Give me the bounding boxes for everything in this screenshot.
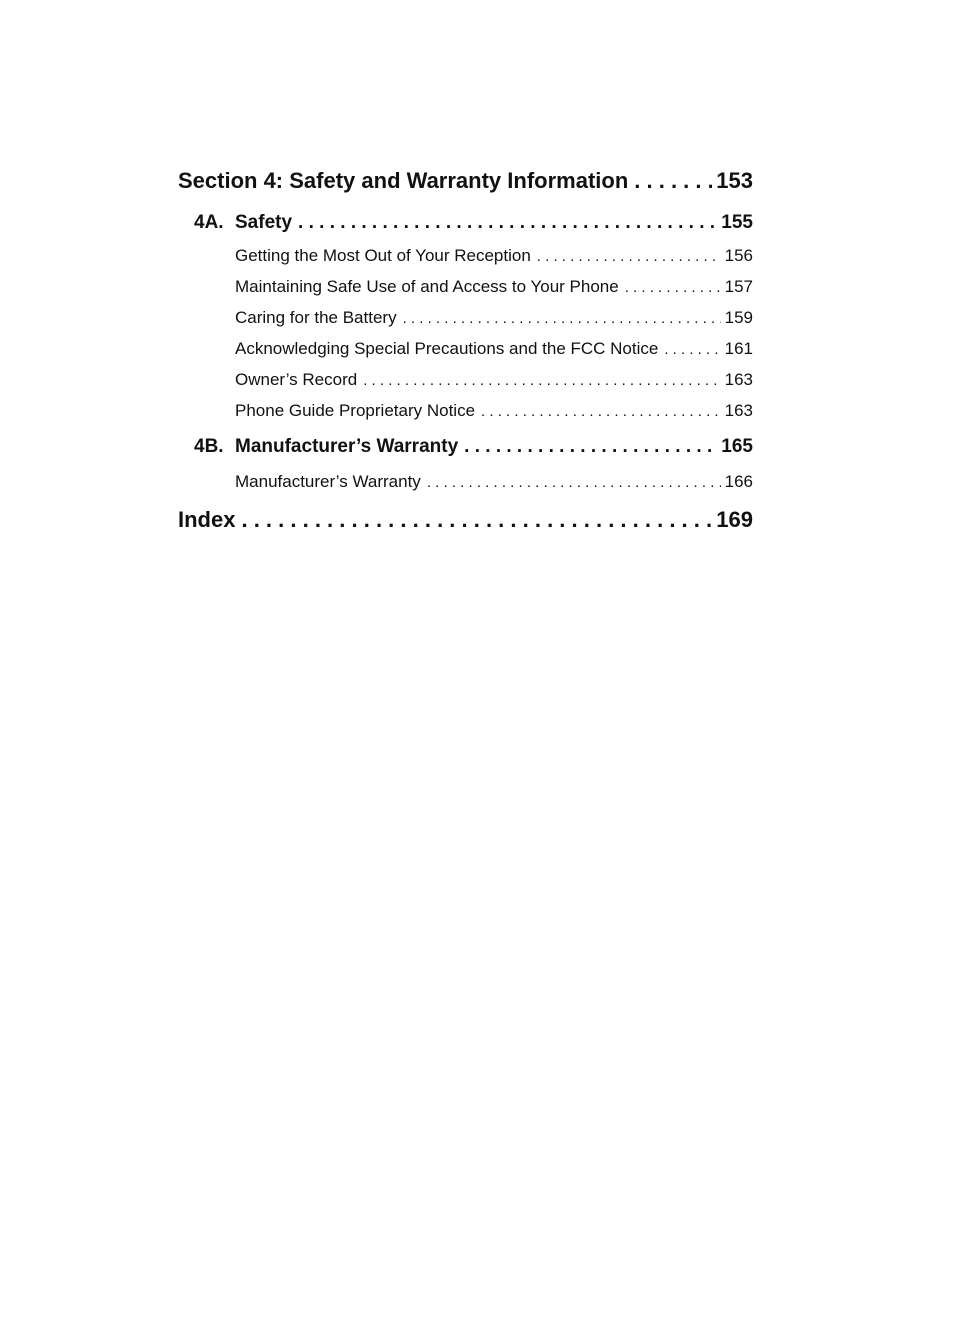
toc-chapter-number: 4A. [194,212,224,233]
dot-leader [664,341,720,358]
toc-section-title: Section 4: Safety and Warranty Information [178,168,629,193]
dot-leader [241,507,712,533]
dot-leader [427,474,721,491]
toc-item[interactable] [178,246,753,277]
dot-leader [634,168,712,194]
toc-page-number: 161 [724,339,753,358]
toc-item-title: Acknowledging Special Precautions and the FCC Notice [235,339,659,358]
toc-chapter-number: 4B. [194,436,224,457]
toc-chapter-title: Manufacturer’s Warranty [235,436,459,457]
toc-page-number: 153 [716,168,753,193]
toc-page-number: 159 [724,308,753,327]
toc-chapter-title: Safety [235,212,293,233]
toc-item-title: Owner’s Record [235,370,358,389]
toc-section-4[interactable] [178,168,753,202]
toc-page-number: 166 [724,472,753,491]
dot-leader [625,279,721,296]
toc-item[interactable] [178,277,753,308]
toc-page-number: 163 [724,370,753,389]
toc-chapter-4a[interactable] [178,212,753,242]
toc-item[interactable] [178,401,753,432]
toc-item[interactable] [178,308,753,339]
toc-page-number: 169 [716,507,753,532]
toc-item-title: Manufacturer’s Warranty [235,472,421,491]
dot-leader [481,403,721,420]
toc-page-number: 163 [724,401,753,420]
toc-item-title: Phone Guide Proprietary Notice [235,401,476,420]
toc-page-number: 155 [721,212,753,233]
table-of-contents [178,168,753,541]
toc-item[interactable] [178,339,753,370]
toc-index-title: Index [178,507,236,532]
dot-leader [537,248,721,265]
toc-index[interactable] [178,507,753,541]
toc-item[interactable] [178,472,753,503]
dot-leader [464,436,717,458]
dot-leader [363,372,720,389]
dot-leader [298,212,717,234]
toc-item-title: Getting the Most Out of Your Reception [235,246,531,265]
toc-page-number: 156 [724,246,753,265]
dot-leader [403,310,721,327]
toc-item-title: Caring for the Battery [235,308,397,327]
toc-chapter-4b[interactable] [178,436,753,466]
toc-item[interactable] [178,370,753,401]
toc-page-number: 157 [724,277,753,296]
toc-page-number: 165 [721,436,753,457]
toc-item-title: Maintaining Safe Use of and Access to Your Phone [235,277,619,296]
